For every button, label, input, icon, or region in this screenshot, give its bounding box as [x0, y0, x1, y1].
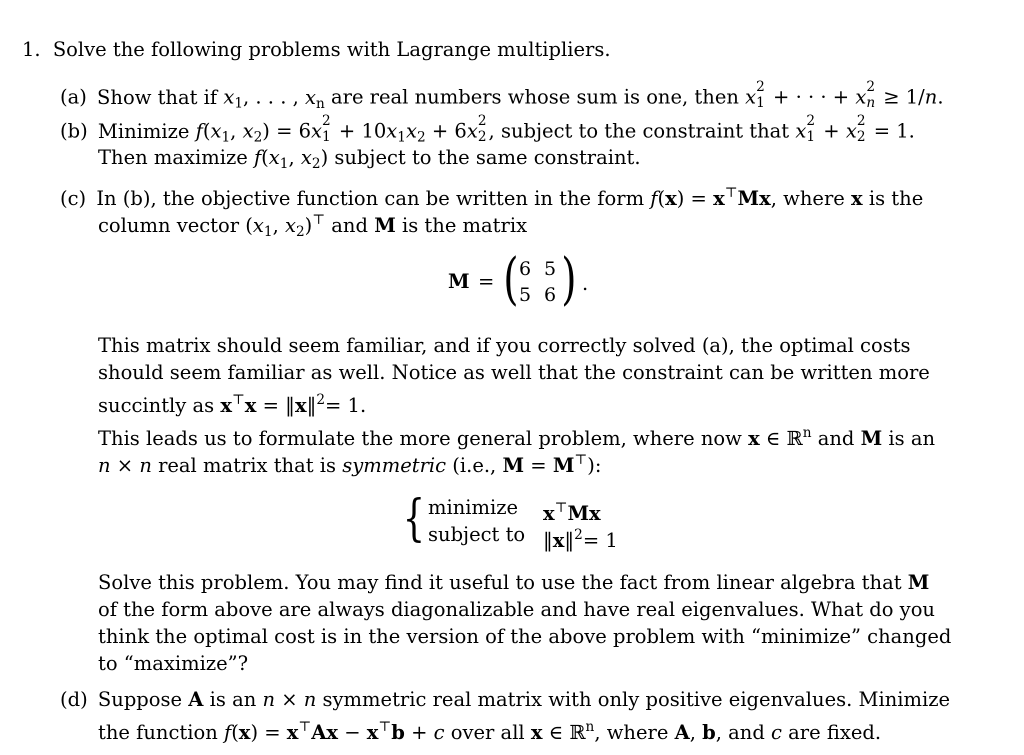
- part-c-para-3-line-3: think the optimal cost is in the version of the above problem with “minimize” changed: [98, 625, 952, 648]
- matrix-cell-22: 6: [544, 284, 557, 306]
- part-b-text-1: Minimize: [97, 119, 196, 143]
- part-c-para-2-text-2c: (i.e.,: [446, 454, 503, 477]
- part-c-para-3-text-1: Solve this problem. You may find it useful to use the fact from linear algebra that: [98, 571, 908, 594]
- part-a-label: (a): [60, 85, 87, 109]
- opt-constraint: ‖x‖$^2$= 1: [543, 527, 618, 552]
- part-c-para-1-line-2: should seem familiar as well. Notice as well that the constraint can be written more: [98, 361, 930, 384]
- problem-heading: [22, 38, 611, 62]
- part-c-para-2-text-1a: This leads us to formulate the more general problem, where now: [98, 427, 749, 450]
- part-d-text-3: symmetric real matrix with only positive eigenvalues. Minimize: [316, 688, 951, 711]
- part-c-para-1-line-1: This matrix should seem familiar, and if you correctly solved (a), the optimal costs: [98, 334, 911, 357]
- part-c-para-3-line-2: of the form above are always diagonalizable and have real eigenvalues. What do you: [98, 598, 935, 621]
- part-d-line-2: the function f(x) = x⊤Ax − x⊤b + c over all x ∈ ℝ$^n$, where A, b, and c are fixed.: [98, 719, 882, 744]
- part-c: (c) In (b), the objective function can be written in the form f(x) = x⊤Mx, where x is the: [60, 185, 924, 210]
- part-d-text-9: are fixed.: [781, 721, 882, 744]
- matrix-right-paren: ): [561, 247, 577, 312]
- part-b-text-3: Then maximize: [98, 146, 254, 169]
- part-d-text-6: , where: [594, 721, 675, 744]
- matrix-cell-12: 5: [544, 258, 557, 280]
- part-c-para-2-line-2: n × n real matrix that is symmetric (i.e., M = M⊤):: [98, 452, 602, 477]
- part-d-text-2: is an: [203, 688, 263, 711]
- part-b: (b) Minimize $f(x_1$, $x_2) = 6x$ 2 1 + $10x_1x_2 + 6x$ 2 2 , subject to the constraint that x 2 1 + x 2 2 = 1.: [60, 113, 915, 146]
- part-d-text-5: over all: [444, 721, 531, 744]
- optimization-problem: [400, 489, 660, 552]
- part-d-text-4: the function: [98, 721, 224, 744]
- equals-sign: =: [478, 270, 495, 293]
- part-a-text-2: are real numbers whose sum is one, then: [324, 85, 746, 109]
- part-b-text-2: , subject to the constraint that: [488, 119, 796, 143]
- opt-objective: x⊤Mx: [543, 500, 601, 525]
- part-c-para-1-line-3: succintly as x⊤x = ‖x‖$^2$= 1.: [98, 392, 367, 417]
- part-c-para-2-text-2a: real matrix that is: [151, 454, 343, 477]
- symmetric-emphasis: symmetric: [342, 454, 447, 477]
- part-d-text-8: , and: [715, 721, 772, 744]
- part-a: (a) Show that if $x_1$, . . . , $x_n$ are real numbers whose sum is one, then x 2 1 + · · · + x 2 n ≥ 1/n.: [60, 79, 944, 112]
- heading-text: Solve the following problems with Lagrange multipliers.: [52, 38, 611, 61]
- part-d-text-7: ,: [689, 721, 703, 744]
- part-c-label: (c): [60, 187, 87, 210]
- part-d-text-1: Suppose: [97, 688, 189, 711]
- part-c-text-2: , where: [770, 187, 852, 210]
- left-brace: {: [402, 489, 426, 547]
- part-c-para-3-line-1: Solve this problem. You may find it useful to use the fact from linear algebra that M: [98, 571, 930, 594]
- part-b-text-4: subject to the same constraint.: [328, 146, 641, 169]
- part-c-para-2-text-1c: is an: [882, 427, 936, 450]
- part-c-para-2-line-1: This leads us to formulate the more general problem, where now x ∈ ℝ$^n$ and M is an: [98, 425, 936, 450]
- part-c-text-6: is the matrix: [395, 214, 528, 237]
- problem-number: 1.: [22, 38, 41, 61]
- part-c-para-2-text-1b: and: [811, 427, 861, 450]
- matrix-cell-21: 5: [519, 284, 532, 306]
- matrix-equation: M = ( 6 5 5 6 ) .: [448, 247, 589, 312]
- part-c-para-1-text: succintly as: [98, 394, 221, 417]
- matrix-name: M: [448, 270, 470, 293]
- part-b-line-2: Then maximize $f(x_1$, $x_2$) subject to the same constraint.: [98, 146, 641, 172]
- matrix-left-paren: (: [503, 247, 519, 312]
- part-c-line-2: column vector ($x_1$, $x_2)^⊤$ and M is the matrix: [98, 212, 528, 240]
- opt-minimize-label: minimize: [428, 496, 519, 519]
- part-d: (d) Suppose A is an n × n symmetric real matrix with only positive eigenvalues. Minimize: [60, 688, 951, 711]
- part-c-text-5: and: [325, 214, 375, 237]
- opt-subject-label: subject to: [428, 523, 526, 546]
- part-c-text-1: In (b), the objective function can be written in the form: [96, 187, 651, 210]
- part-d-label: (d): [60, 688, 88, 711]
- part-c-text-4: column vector: [98, 214, 246, 237]
- part-b-label: (b): [60, 119, 88, 143]
- part-c-para-3-line-4: to “maximize”?: [98, 652, 249, 675]
- part-a-text-1: Show that if: [97, 85, 224, 109]
- matrix-cell-11: 6: [519, 258, 532, 280]
- part-c-text-3: is the: [862, 187, 924, 210]
